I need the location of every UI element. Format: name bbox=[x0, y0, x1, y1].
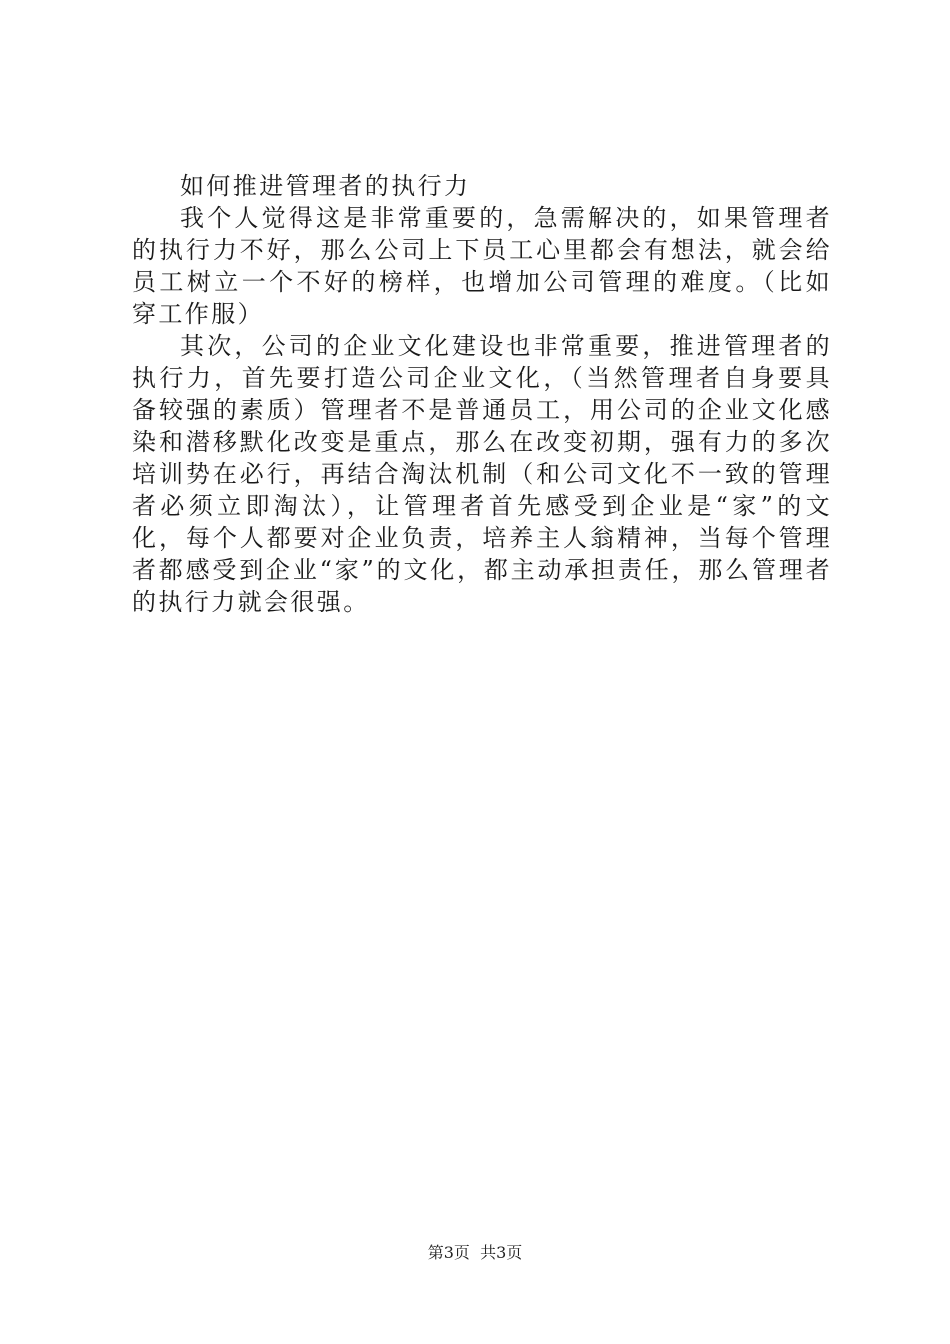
page-number-current: 第3页 bbox=[427, 1243, 470, 1262]
paragraph-2: 其次，公司的企业文化建设也非常重要，推进管理者的执行力，首先要打造公司企业文化，（当然管理者自身要具备较强的素质）管理者不是普通员工，用公司的企业文化感染和潜移默化改变是重点，那么在改变初期，强有力的多次培训势在必行，再结合淘汰机制（和公司文化不一致的管理者必须立即淘汰），让管理者首先感受到企业是“家”的文化，每个人都要对企业负责，培养主人翁精神，当每个管理者都感受到企业“家”的文化，都主动承担责任，那么管理者的执行力就会很强。 bbox=[132, 332, 832, 616]
page-footer bbox=[0, 1243, 950, 1263]
paragraph-1: 我个人觉得这是非常重要的，急需解决的，如果管理者的执行力不好，那么公司上下员工心里都会有想法，就会给员工树立一个不好的榜样，也增加公司管理的难度。（比如穿工作服） bbox=[132, 204, 832, 328]
page-number-total: 共3页 bbox=[480, 1243, 523, 1262]
document-body bbox=[132, 170, 832, 618]
document-title: 如何推进管理者的执行力 bbox=[180, 172, 471, 200]
footer-separator bbox=[470, 1243, 480, 1262]
